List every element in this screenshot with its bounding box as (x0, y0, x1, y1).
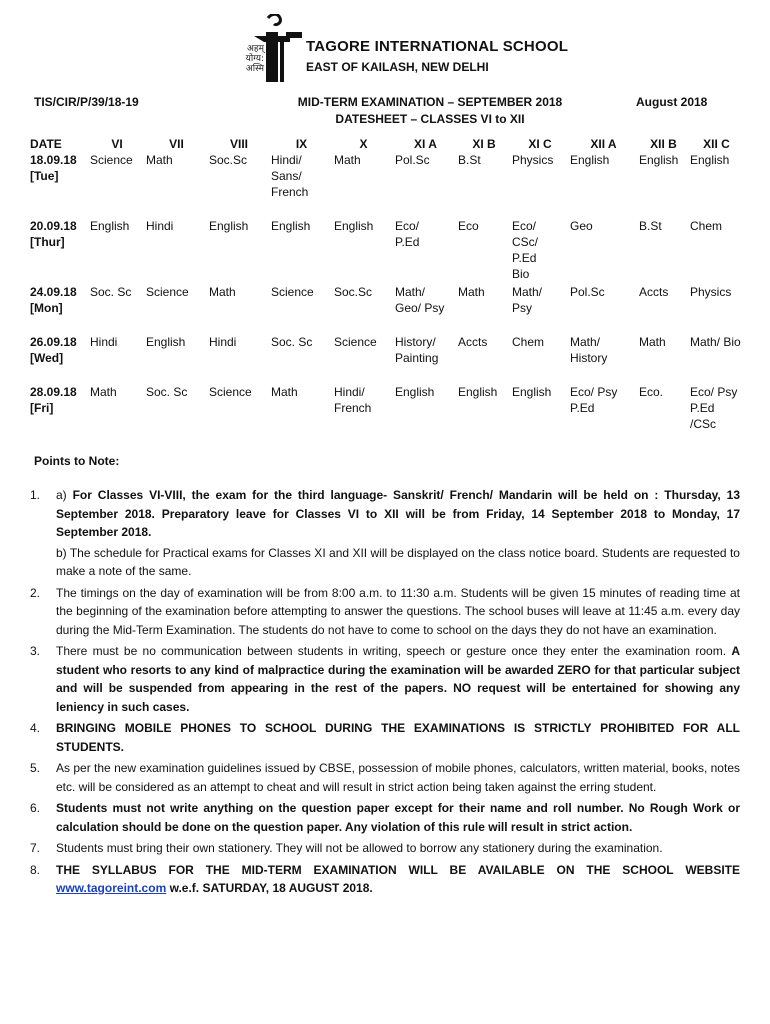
table-cell: Science (271, 285, 314, 299)
table-cell: English (334, 219, 374, 233)
table-cell: Hindi (90, 335, 118, 349)
list-number: 7. (30, 841, 41, 855)
exam-date: 26.09.18 [Wed] (30, 335, 77, 365)
column-header: IX (295, 137, 308, 151)
table-cell: Pol.Sc (395, 153, 430, 167)
list-number: 2. (30, 585, 41, 600)
table-row (30, 218, 743, 284)
table-cell: English (209, 219, 249, 233)
note-text: As per the new examination guidelines issued by CBSE, possession of mobile phones, calculators, written material, books, notes etc. will be considered as an attempt to cheat and will result in strict action being taken against the erring student. (56, 761, 740, 794)
table-cell: B.St (639, 219, 662, 233)
notes-list (30, 486, 740, 901)
table-cell: Math/ Geo/ Psy (395, 285, 445, 315)
document-title: MID-TERM EXAMINATION – SEPTEMBER 2018 (297, 95, 563, 109)
table-cell: Chem (512, 335, 545, 349)
column-header: VII (169, 137, 184, 151)
note-text-bold: Students must not write anything on the question paper except for their name and roll number. No Rough Work or calculation should be done on the question paper. Any violation of this rule will result in strict action. (56, 801, 740, 834)
table-cell: English (512, 385, 552, 399)
list-item (30, 799, 740, 836)
table-cell: Math (639, 335, 666, 349)
school-name: TAGORE INTERNATIONAL SCHOOL (306, 38, 569, 55)
list-item (30, 759, 740, 796)
table-cell: Chem (690, 219, 723, 233)
exam-date: 24.09.18 [Mon] (30, 285, 77, 315)
column-header: XII C (703, 137, 730, 151)
table-cell: Physics (690, 285, 732, 299)
table-cell: Pol.Sc (570, 285, 605, 299)
table-cell: Science (209, 385, 252, 399)
school-website-link[interactable]: www.tagoreint.com (56, 881, 167, 895)
table-cell: Hindi/ French (334, 385, 372, 415)
table-row (30, 334, 743, 384)
list-number: 6. (30, 801, 41, 815)
note-text: Students must bring their own stationery. They will not be allowed to borrow any stationery during the examination. (56, 841, 663, 855)
table-row (30, 384, 743, 434)
table-cell: Eco/ CSc/ P.Ed Bio (512, 219, 539, 281)
table-cell: Hindi (209, 335, 237, 349)
list-number: 1. (30, 488, 41, 502)
note-text-bold: w.e.f. SATURDAY, 18 AUGUST 2018. (166, 881, 373, 895)
list-number: 4. (30, 721, 41, 735)
column-header: DATE (30, 137, 62, 151)
table-cell: Math/ Psy (512, 285, 543, 315)
table-cell: Geo (570, 219, 593, 233)
list-item (30, 861, 740, 898)
list-item (30, 584, 740, 640)
logo-motto-line: अस्मि (245, 64, 264, 74)
logo-motto (224, 44, 264, 74)
school-logo (224, 14, 304, 84)
table-cell: Eco/ Psy P.Ed (570, 385, 618, 415)
note-text-bold: THE SYLLABUS FOR THE MID-TERM EXAMINATION WILL BE AVAILABLE ON THE SCHOOL WEBSITE (56, 862, 740, 877)
table-cell: Hindi (146, 219, 174, 233)
column-header: XI A (414, 137, 437, 151)
note-text-bold: BRINGING MOBILE PHONES TO SCHOOL DURING THE EXAMINATIONS IS STRICTLY PROHIBITED FOR ALL STUDENTS. (56, 721, 740, 754)
note-1b (56, 544, 740, 581)
table-cell: Soc. Sc (271, 335, 313, 349)
table-cell: English (570, 153, 610, 167)
table-cell: Math/ History (570, 335, 608, 365)
table-cell: Math (90, 385, 117, 399)
table-cell: Math (146, 153, 173, 167)
school-address: EAST OF KAILASH, NEW DELHI (306, 60, 489, 74)
table-cell: English (690, 153, 730, 167)
table-cell: Math (209, 285, 236, 299)
column-header: X (359, 137, 368, 151)
table-cell: English (90, 219, 130, 233)
table-cell: English (395, 385, 435, 399)
table-cell: English (458, 385, 498, 399)
exam-date: 18.09.18 [Tue] (30, 153, 77, 183)
table-cell: Soc. Sc (146, 385, 188, 399)
list-item (30, 719, 740, 756)
table-cell: Accts (639, 285, 669, 299)
exam-date: 28.09.18 [Fri] (30, 385, 77, 415)
list-item (30, 486, 740, 581)
table-cell: History/ Painting (395, 335, 439, 365)
circular-number: TIS/CIR/P/39/18-19 (34, 95, 139, 109)
list-number: 5. (30, 761, 41, 775)
column-header: VI (111, 137, 123, 151)
exam-date: 20.09.18 [Thur] (30, 219, 77, 249)
note-text: For Classes VI-VIII, the exam for the third language- Sanskrit/ French/ Mandarin will be held on : Thursday, 13 September 2018. Preparatory leave for Classes VI to XII will be from Friday, 14 September 2018 to Monday, 17 September 2018. (56, 488, 740, 539)
table-cell: Soc. Sc (90, 285, 132, 299)
table-header-row (30, 136, 743, 152)
note-1a (56, 486, 740, 542)
table-cell: Eco. (639, 385, 664, 399)
table-cell: Math/ Bio (690, 335, 741, 349)
table-cell: Math (334, 153, 361, 167)
note-label: a) (56, 488, 67, 502)
table-cell: English (146, 335, 186, 349)
table-cell: Math (458, 285, 485, 299)
table-cell: Science (334, 335, 377, 349)
note-label: b) (56, 545, 67, 560)
table-cell: Science (146, 285, 189, 299)
list-number: 3. (30, 644, 41, 658)
logo-motto-line: अहम् (246, 44, 264, 54)
table-cell: Eco/ P.Ed (395, 219, 420, 249)
column-header: XII B (650, 137, 677, 151)
note-text: There must be no communication between students in writing, speech or gesture once they enter the examination room. (56, 644, 727, 658)
datesheet-body (30, 152, 743, 434)
table-cell: Math (271, 385, 298, 399)
column-header: XI C (528, 137, 552, 151)
table-cell: Eco/ Psy P.Ed /CSc (690, 385, 738, 431)
table-cell: Hindi/ Sans/ French (271, 153, 309, 199)
note-text: The schedule for Practical exams for Classes XI and XII will be displayed on the class notice board. Students are requested to make a note of the same. (56, 545, 740, 578)
note-text: The timings on the day of examination will be from 8:00 a.m. to 11:30 a.m. Students will be given 15 minutes of reading time at the beginning of the examination before attempting to answer the questions. The school buses will leave at 11:45 a.m. every day during the Mid-Term Examination. The students do not have to come to school on the days they do not have an examination. (56, 585, 740, 637)
column-header: XI B (472, 137, 496, 151)
points-heading: Points to Note: (34, 454, 120, 468)
table-cell: Physics (512, 153, 554, 167)
note-text-bold: A student who resorts to any kind of malpractice during the examination will be awarded ZERO for that particular subject and will be suspended from appearing in the rest of the papers. NO request will be entertained for showing any leniency in such cases. (56, 644, 740, 714)
list-item (30, 839, 740, 858)
table-row (30, 284, 743, 334)
table-cell: Accts (458, 335, 488, 349)
table-cell: Soc.Sc (209, 153, 248, 167)
list-number: 8. (30, 862, 41, 877)
logo-motto-line: योग्य: (245, 54, 264, 64)
table-cell: Science (90, 153, 133, 167)
column-header: VIII (229, 137, 248, 151)
column-header: XII A (590, 137, 617, 151)
table-cell: English (271, 219, 311, 233)
datesheet-table (30, 136, 743, 434)
table-cell: B.St (458, 153, 481, 167)
table-cell: English (639, 153, 679, 167)
table-cell: Soc.Sc (334, 285, 373, 299)
table-cell: Eco (458, 219, 479, 233)
issue-date: August 2018 (636, 95, 708, 109)
table-row (30, 152, 743, 218)
list-item (30, 642, 740, 716)
document-subtitle: DATESHEET – CLASSES VI to XII (335, 112, 525, 126)
